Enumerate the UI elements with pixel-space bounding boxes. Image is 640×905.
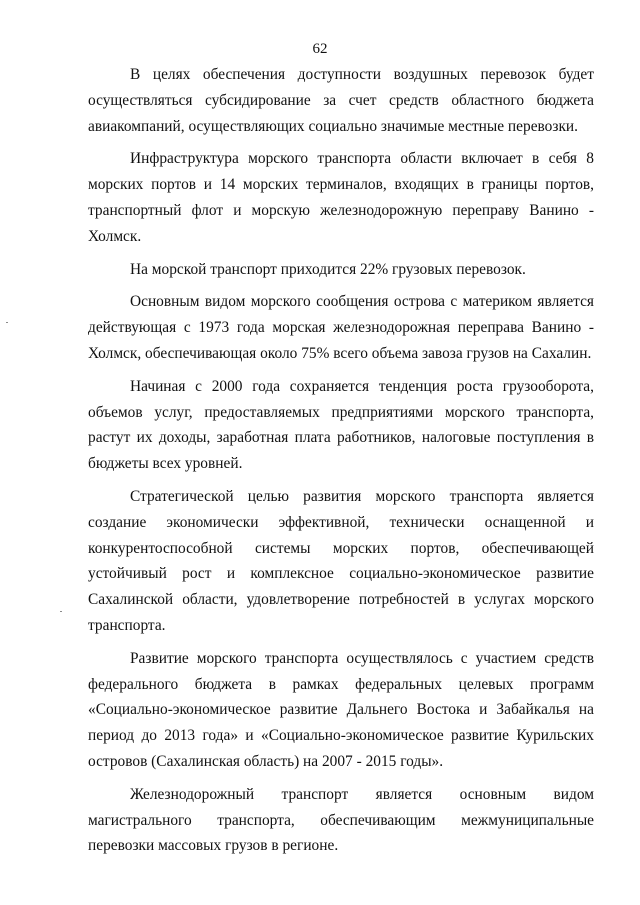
paragraph-federal-programs: Развитие морского транспорта осуществлялось с участием средств федерального бюджета в рамках федеральных целевых программ «Социально-экономическое развитие Дальнего Востока и Забайкалья на период до 2013 года» и «Социально-экономическое развитие Курильских островов (Сахалинская область) на 2007 - 2015 годы». <box>88 649 594 770</box>
body-text <box>88 62 594 866</box>
paragraph-sea-infrastructure: Инфраструктура морского транспорта области включает в себя 8 морских портов и 14 морских терминалов, входящих в границы портов, транспортный флот и морскую железнодорожную переправу Ванино - Холмск. <box>88 150 594 245</box>
paragraph-ferry-crossing: Основным видом морского сообщения острова с материком является действующая с 1973 года морская железнодорожная переправа Ванино - Холмск, обеспечивающая около 75% всего объема завоза грузов на Сахалин. <box>88 293 594 362</box>
paragraph-air-transport-subsidies: В целях обеспечения доступности воздушных перевозок будет осуществляться субсидирование за счет средств областного бюджета авиакомпаний, осуществляющих социально значимые местные перевозки. <box>88 66 594 135</box>
paragraph-railway-transport: Железнодорожный транспорт является основным видом магистрального транспорта, обеспечивающим межмуниципальные перевозки массовых грузов в регионе. <box>88 785 594 855</box>
paragraph-cargo-turnover-growth: Начиная с 2000 года сохраняется тенденция роста грузооборота, объемов услуг, предоставляемых предприятиями морского транспорта, растут их доходы, заработная плата работников, налоговые поступления в бюджеты всех уровней. <box>88 377 594 473</box>
scan-speck <box>6 322 8 323</box>
scan-speck <box>60 611 62 612</box>
paragraph-sea-freight-share: На морской транспорт приходится 22% грузовых перевозок. <box>130 260 526 278</box>
paragraph-strategic-goal: Стратегической целью развития морского транспорта является создание экономически эффективной, технически оснащенной и конкурентоспособной системы морских портов, обеспечивающей устойчивый рост и комплексное социально-экономическое развитие Сахалинской области, удовлетворение потребностей в услугах морского транспорта. <box>88 487 594 634</box>
page-number: 62 <box>312 41 328 57</box>
